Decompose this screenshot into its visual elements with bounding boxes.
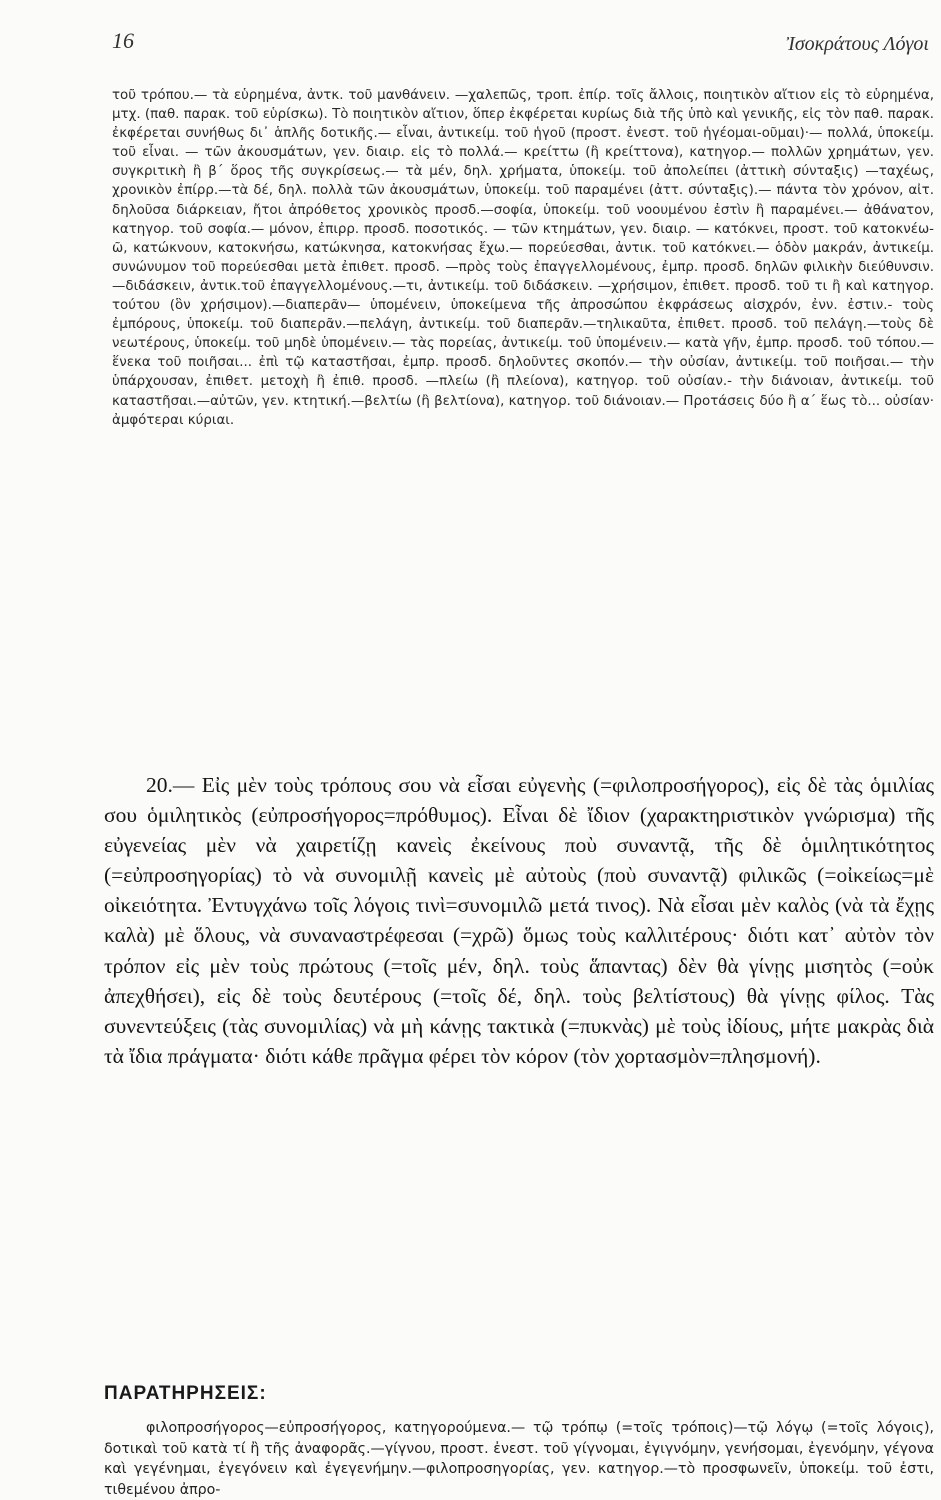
commentary-block: [112, 86, 934, 430]
main-text-block: [104, 770, 934, 1071]
notes-block: [104, 1418, 934, 1500]
commentary-text: τοῦ τρόπου.— τὰ εὑρημένα, ἀντκ. τοῦ μανθάνειν. —χαλεπῶς, τροπ. ἐπίρ. τοῖς ἄλλοις, ποιητικὸν αἴτιον εἰς τὸ εὑρημένα, μτχ. (παθ. παρακ. τοῦ εὑρίσκω). Τὸ ποιητικὸν αἴτιον, ὅπερ ἐκφέρεται κυρίως διὰ τῆς ὑπὸ καὶ γενικῆς, εἰς τὸν παθ. παρακ. ἐκφέρεται συνήθως δι᾽ ἁπλῆς δοτικῆς.— εἶναι, ἀντικείμ. τοῦ ἡγοῦ (προστ. ἐνεστ. τοῦ ἡγέομαι-οῦμαι)·— πολλά, ὑποκείμ. τοῦ εἶναι. — τῶν ἀκουσμάτων, γεν. διαιρ. εἰς τὸ πολλά.— κρείττω (ἢ κρείττονα), κατηγορ.— πολλῶν χρημάτων, γεν. συγκριτικὴ ἢ β´ ὅρος τῆς συγκρίσεως.— τὰ μέν, δηλ. χρήματα, ὑποκείμ. τοῦ ἀπολείπει (ἀττικὴ σύνταξις) —ταχέως, χρονικὸν ἐπίρρ.—τὰ δέ, δηλ. πολλὰ τῶν ἀκουσμάτων, ὑποκείμ. τοῦ παραμένει (ἀττ. σύνταξις).— πάντα τὸν χρόνον, αἰτ. δηλοῦσα διάρκειαν, ἤτοι ἀπρόθετος χρονικὸς προσδ.—σοφία, ὑποκείμ. τοῦ νοουμένου ἐστὶν ἢ παραμένει.— ἀθάνατον, κατηγορ. τοῦ σοφία.— μόνον, ἐπιρρ. προσδ. ποσοτικός. — τῶν κτημάτων, γεν. διαιρ. — κατόκνει, προστ. τοῦ κατοκνέω-ῶ, κατώκνουν, κατοκνήσω, κατώκνησα, κατοκνήσας ἔχω.— πορεύεσθαι, ἀντικ. τοῦ κατόκνει.— ὁδὸν μακράν, ἀντικείμ. συνώνυμον τοῦ πορεύεσθαι μετὰ ἐπιθετ. προσδ. —πρὸς τοὺς ἐπαγγελλομένους, ἐμπρ. προσδ. δηλῶν φιλικὴν διεύθυνσιν. —διδάσκειν, ἀντικ.τοῦ ἐπαγγελλομένους.—τι, ἀντικείμ. τοῦ διδάσκειν. —χρήσιμον, ἐπιθετ. προσδ. τοῦ τι ἢ καὶ κατηγορ. τούτου (ὃν χρήσιμον).—διαπερᾶν— ὑπομένειν, ὑποκείμενα τῆς ἀπροσώπου ἐκφράσεως αἰσχρόν, ἐνν. ἐστιν.- τοὺς ἐμπόρους, ὑποκείμ. τοῦ διαπερᾶν.—πελάγη, ἀντικείμ. τοῦ διαπερᾶν.—τηλικαῦτα, ἐπιθετ. προσδ. τοῦ πελάγη.—τοὺς δὲ νεωτέρους, ὑποκείμ. τοῦ μηδὲ ὑπομένειν.— τὰς πορείας, ἀντικείμ. τοῦ ὑπομένειν.— κατὰ γῆν, ἐμπρ. προσδ. τοῦ τόπου.—ἕνεκα τοῦ ποιῆσαι... ἐπὶ τῷ καταστῆσαι, ἐμπρ. προσδ. δηλοῦντες σκοπόν.— τὴν οὐσίαν, ἀντικείμ. τοῦ ποιῆσαι.— τὴν ὑπάρχουσαν, ἐπιθετ. μετοχὴ ἢ ἐπιθ. προσδ. —πλείω (ἢ πλείονα), κατηγορ. τοῦ οὐσίαν.- τὴν διάνοιαν, ἀντικείμ. τοῦ καταστῆσαι.—αὐτῶν, γεν. κτητική.—βελτίω (ἢ βελτίονα), κατηγορ. τοῦ διάνοιαν.— Προτάσεις δύο ἢ α´ ἕως τὸ... οὐσίαν· ἀμφότεραι κύριαι.: [112, 88, 934, 428]
main-paragraph: 20.— Εἰς μὲν τοὺς τρόπους σου νὰ εἶσαι εὐγενὴς (=φιλοπροσήγορος), εἰς δὲ τὰς ὁμιλίας σου ὁμιλητικὸς (εὐπροσήγορος=πρόθυμος). Εἶναι δὲ ἴδιον (χαρακτηριστικὸν γνώρισμα) τῆς εὐγενείας μὲν νὰ χαιρετίζῃ κανεὶς ἐκείνους ποὺ συναντᾷ, τῆς δὲ ὁμιλητικότητος (=εὐπροσηγορίας) τὸ νὰ συνομιλῇ κανεὶς μὲ αὐτοὺς (ποὺ συναντᾷ) φιλικῶς (=οἰκείως=μὲ οἰκειότητα. Ἐντυγχάνω τοῖς λόγοις τινὶ=συνομιλῶ μετά τινος). Νὰ εἶσαι μὲν καλὸς (νὰ τὰ ἔχῃς καλὰ) μὲ ὅλους, νὰ συναναστρέφεσαι (=χρῶ) ὅμως τοὺς καλλιτέρους· διότι κατ᾽ αὐτὸν τὸν τρόπον εἰς μὲν τοὺς πρώτους (=τοῖς μέν, δηλ. τοὺς ἅπαντας) δὲν θὰ γίνῃς μισητὸς (=οὐκ ἀπεχθήσει), εἰς δὲ τοὺς δευτέρους (=τοῖς δέ, δηλ. τοὺς βελτίστους) θὰ γίνῃς φίλος. Τὰς συνεντεύξεις (τὰς συνομιλίας) νὰ μὴ κάνῃς τακτικὰ (=πυκνὰς) μὲ τοὺς ἰδίους, μήτε μακρὰς διὰ τὰ ἴδια πράγματα· διότι κάθε πρᾶγμα φέρει τὸν κόρον (τὸν χορτασμὸν=πλησμονή).: [104, 773, 934, 1068]
page-number: 16: [112, 28, 134, 53]
running-title: Ἰσοκράτους Λόγοι: [786, 33, 929, 55]
notes-text: φιλοπροσήγορος—εὐπροσήγορος, κατηγορούμενα.— τῷ τρόπῳ (=τοῖς τρόποις)—τῷ λόγῳ (=τοῖς λόγοις), δοτικαὶ τοῦ κατὰ τί ἢ τῆς ἀναφορᾶς.—γίγνου, προστ. ἐνεστ. τοῦ γίγνομαι, ἐγιγνόμην, γενήσομαι, ἐγενόμην, γέγονα καὶ γεγένημαι, ἐγεγόνειν καὶ ἐγεγενήμην.—φιλοπροσηγορίας, γεν. κατηγορ.—τὸ προσφωνεῖν, ὑποκείμ. τοῦ ἐστι, τιθεμένου ἀπρο-: [104, 1420, 934, 1498]
notes-heading: ΠΑΡΑΤΗΡΗΣΕΙΣ:: [104, 1383, 267, 1404]
